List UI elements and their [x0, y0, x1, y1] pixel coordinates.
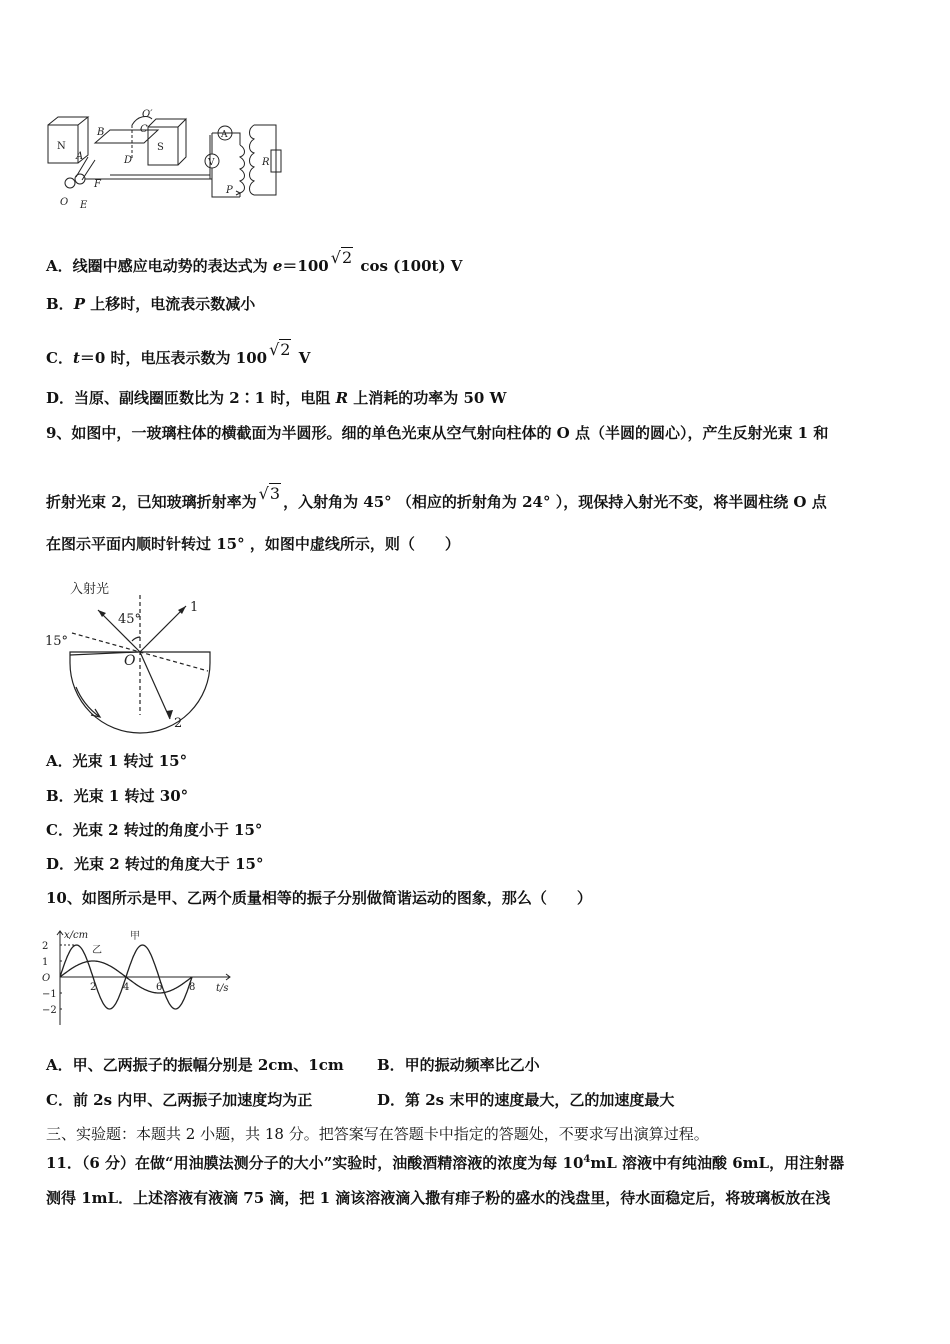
- label-angle-15: 15°: [45, 634, 69, 649]
- q9-option-a: A．光束 1 转过 15°: [46, 752, 188, 770]
- q8-option-d: D．当原、副线圈匝数比为 2∶1 时，电阻 R 上消耗的功率为 50 W: [46, 389, 507, 407]
- label-a: A: [76, 151, 84, 162]
- label-f: F: [94, 179, 101, 190]
- q10-option-d: D．第 2s 末甲的速度最大，乙的加速度最大: [377, 1091, 675, 1109]
- generator-circuit-figure: [40, 105, 290, 215]
- label-angle-45: 45°: [118, 612, 142, 627]
- label-c: C: [140, 124, 148, 135]
- q8-option-a: A．线圈中感应电动势的表达式为 e＝100 √2 cos (100t) V: [46, 248, 463, 275]
- label-b: B: [97, 127, 105, 138]
- q10-option-b: B．甲的振动频率比乙小: [377, 1056, 540, 1074]
- section-3-heading: 三、实验题：本题共 2 小题，共 18 分。把答案写在答题卡中指定的答题处，不要求写出演算过程。: [46, 1125, 709, 1143]
- q10-option-c: C．前 2s 内甲、乙两振子加速度均为正: [46, 1091, 313, 1109]
- rotation-arrow: [76, 687, 100, 717]
- q9-option-d: D．光束 2 转过的角度大于 15°: [46, 855, 264, 873]
- label-beam-1: 1: [190, 600, 199, 615]
- q11-line2: 测得 1mL．上述溶液有液滴 75 滴，把 1 滴该溶液滴入撒有痱子粉的盛水的浅盘里，待水面稳定后，将玻璃板放在浅: [46, 1189, 831, 1207]
- x-tick-label: 6: [156, 982, 163, 993]
- label-n: N: [57, 141, 66, 152]
- label-ammeter: A: [221, 130, 228, 140]
- q8-option-b: B．P 上移时，电流表示数减小: [46, 295, 256, 313]
- label-beam-2: 2: [174, 716, 183, 731]
- label-r: R: [262, 157, 270, 168]
- label-o: O: [124, 653, 136, 669]
- y-tick-label: 1: [42, 957, 49, 968]
- refracted-ray-2: [140, 652, 170, 719]
- q9-stem-line2: 折射光束 2，已知玻璃折射率为 √3 ，入射角为 45° （相应的折射角为 24° ），现保持入射光不变，将半圆柱绕 O 点: [46, 484, 827, 511]
- label-yi: 乙: [92, 945, 102, 956]
- coil: [95, 130, 158, 143]
- label-incident-light: 入射光: [70, 582, 110, 597]
- label-o-prime: O′: [142, 109, 153, 120]
- graph-ylabel: x/cm: [64, 930, 89, 941]
- y-tick-label: 2: [42, 941, 49, 952]
- sqrt-symbol: √2: [330, 248, 353, 267]
- x-tick-label: 4: [123, 982, 130, 993]
- label-voltmeter: V: [208, 158, 215, 168]
- q10-stem: 10、如图所示是甲、乙两个质量相等的振子分别做简谐运动的图象，那么（ ）: [46, 889, 592, 907]
- label-o: O: [60, 197, 69, 208]
- label-s: S: [157, 142, 164, 153]
- semicircle-refraction-figure: [40, 575, 225, 735]
- q8-option-c: C．t＝0 时，电压表示数为 100 √2 V: [46, 340, 311, 367]
- y-tick-label: O: [42, 973, 51, 984]
- oscillation-graph: [40, 925, 240, 1035]
- label-p: P: [226, 185, 233, 196]
- label-e: E: [80, 200, 88, 211]
- y-tick-label: −2: [42, 1005, 57, 1016]
- sqrt-symbol: √3: [258, 484, 281, 503]
- q9-option-c: C．光束 2 转过的角度小于 15°: [46, 821, 263, 839]
- label-jia: 甲: [130, 931, 140, 942]
- semicircle-glass: [70, 652, 210, 733]
- x-tick-label: 2: [90, 982, 97, 993]
- q10-option-a: A．甲、乙两振子的振幅分别是 2cm、1cm: [46, 1056, 344, 1074]
- graph-xlabel: t/s: [216, 983, 229, 994]
- q9-stem-line3: 在图示平面内顺时针转过 15° ，如图中虚线所示，则（ ）: [46, 535, 460, 553]
- x-tick-label: 8: [189, 982, 196, 993]
- q9-option-b: B．光束 1 转过 30°: [46, 787, 189, 805]
- reflected-ray-1: [140, 606, 186, 652]
- y-tick-label: −1: [42, 989, 57, 1000]
- q9-stem-line1: 9、如图中，一玻璃柱体的横截面为半圆形。细的单色光束从空气射向柱体的 O 点（半圆的圆心），产生反射光束 1 和: [46, 424, 829, 442]
- q11-line1: 11．（6 分）在做“用油膜法测分子的大小”实验时，油酸酒精溶液的浓度为每 $10^4mL$ 溶液中有纯油酸 6mL，用注射器: [46, 1154, 845, 1172]
- sqrt-symbol: √2: [269, 340, 291, 359]
- label-d: D: [124, 155, 133, 166]
